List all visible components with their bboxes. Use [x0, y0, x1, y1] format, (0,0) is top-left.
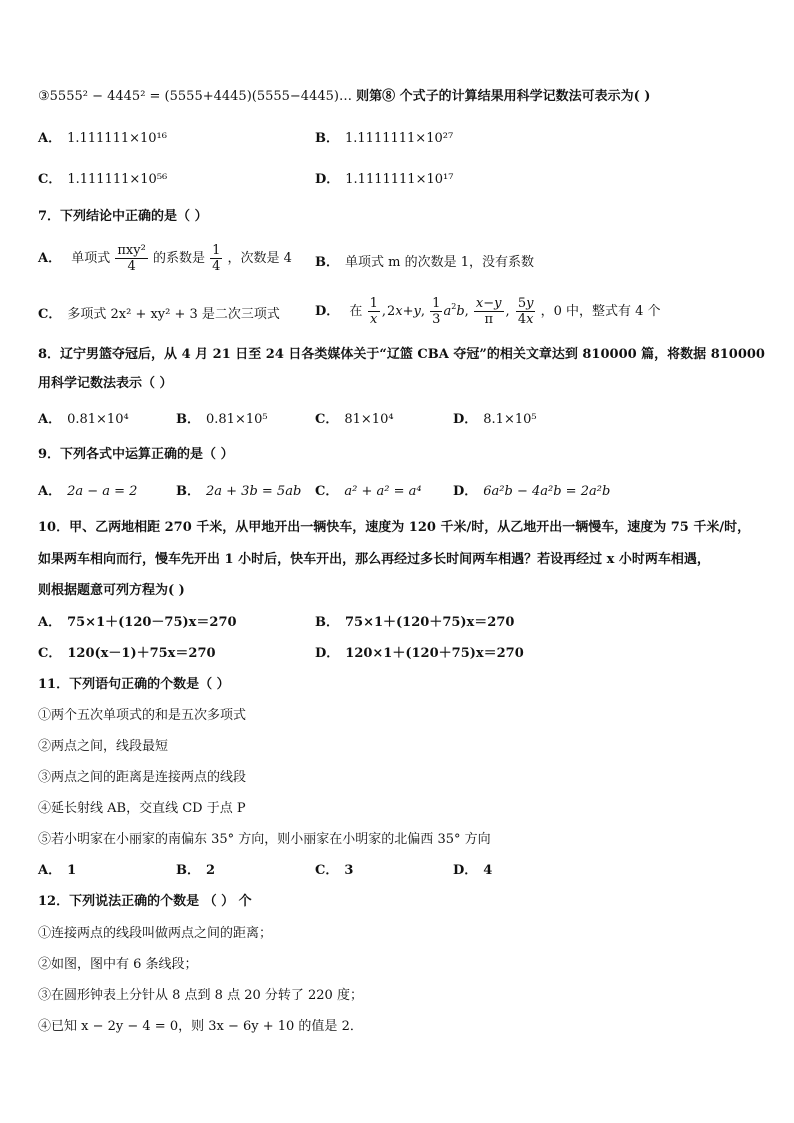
q12-statement: ③在圆形钟表上分针从 8 点到 8 点 20 分转了 220 度；: [38, 988, 363, 1003]
option-text: 120×1＋(120＋75)x＝270: [345, 646, 524, 661]
option-text: 75×1＋(120＋75)x＝270: [345, 615, 515, 630]
fraction-denominator: 4x: [517, 312, 534, 327]
q8-option-c[interactable]: [315, 411, 394, 429]
option-label: D．: [453, 863, 478, 878]
fraction: [210, 243, 222, 274]
fraction-numerator: 5y: [517, 296, 534, 311]
option-label: C．: [315, 863, 339, 878]
option-text: ，次数是 4: [227, 251, 292, 266]
q12-statement: ④已知 x − 2y − 4 = 0，则 3x − 6y + 10 的值是 2．: [38, 1019, 363, 1034]
option-label: D．: [315, 646, 340, 661]
option-text: 0.81×10⁴: [67, 412, 129, 427]
q10-option-a[interactable]: [38, 614, 237, 632]
option-label: D．: [315, 172, 340, 187]
q12-statement: ①连接两点的线段叫做两点之间的距离；: [38, 926, 273, 941]
option-text: 多项式 2x² + xy² + 3 是二次三项式: [67, 307, 280, 322]
fraction: [474, 296, 504, 327]
option-label: B．: [315, 615, 339, 630]
q7-option-c[interactable]: [38, 306, 280, 324]
q6-option-c[interactable]: [38, 171, 167, 189]
option-text: 1.1111111×10²⁷: [345, 131, 454, 146]
q6-stem: [38, 88, 650, 106]
option-text: 6a²b − 4a²b = 2a²b: [483, 484, 611, 499]
q8-stem-line1: 8．辽宁男篮夺冠后，从 4 月 21 日至 24 日各类媒体关于“辽篮 CBA 夺冠”的相关文章达到 810000 篇，将数据 810000: [38, 347, 765, 362]
q8-option-d[interactable]: [453, 411, 537, 429]
option-label: B．: [176, 484, 200, 499]
q9-option-b[interactable]: [176, 483, 301, 501]
q6-stem-expression: ③5555² − 4445² = (5555+4445)(5555−4445)…: [38, 89, 352, 104]
math-term: $a^2b$,: [443, 302, 469, 319]
fraction-numerator: πxy²: [117, 243, 146, 258]
option-text: 1: [67, 863, 77, 878]
option-text: ，0 中，整式有 4 个: [540, 304, 661, 319]
fraction: [115, 243, 147, 274]
option-label: A．: [38, 863, 62, 878]
fraction-denominator: 4: [127, 259, 136, 274]
q10-option-b[interactable]: [315, 614, 514, 632]
option-label: B．: [315, 255, 339, 270]
option-label: D．: [453, 412, 478, 427]
q10-option-d[interactable]: [315, 645, 524, 663]
option-label: D．: [453, 484, 478, 499]
option-label: C．: [38, 307, 62, 322]
q6-stem-question: 则第⑧ 个式子的计算结果用科学记数法可表示为( ): [356, 89, 651, 104]
option-label: D．: [315, 304, 340, 319]
q10-option-c[interactable]: [38, 645, 216, 663]
option-text: 75×1＋(120－75)x＝270: [67, 615, 237, 630]
q10-stem-line1: 10．甲、乙两地相距 270 千米，从甲地开出一辆快车，速度为 120 千米/时，从乙地开出一辆慢车，速度为 75 千米/时，: [38, 520, 751, 535]
option-text: 8.1×10⁵: [483, 412, 537, 427]
option-text: 单项式: [71, 251, 111, 266]
q9-stem: 9．下列各式中运算正确的是（ ）: [38, 447, 234, 462]
q11-statement: ④延长射线 AB，交直线 CD 于点 P: [38, 801, 246, 816]
q9-option-c[interactable]: [315, 483, 422, 501]
q10-stem-line3: 则根据题意可列方程为( ): [38, 583, 185, 598]
option-text: 2: [206, 863, 216, 878]
option-text: a² + a² = a⁴: [344, 484, 422, 499]
option-text: 120(x－1)＋75x＝270: [67, 646, 216, 661]
option-text: 2a − a = 2: [67, 484, 138, 499]
option-text: 在: [349, 304, 363, 319]
option-label: C．: [38, 172, 62, 187]
q11-statement: ①两个五次单项式的和是五次多项式: [38, 708, 247, 723]
option-text: 单项式 m 的次数是 1，没有系数: [345, 255, 534, 270]
math-term: 2x+y,: [387, 304, 426, 319]
option-label: A．: [38, 484, 62, 499]
option-label: C．: [315, 412, 339, 427]
q6-option-d[interactable]: [315, 171, 453, 189]
q11-statement: ③两点之间的距离是连接两点的线段: [38, 770, 247, 785]
fraction-numerator: 1: [369, 296, 378, 311]
q11-option-b[interactable]: [176, 862, 215, 880]
option-label: C．: [315, 484, 339, 499]
fraction: [430, 296, 442, 327]
option-label: A．: [38, 131, 62, 146]
option-text: 1.111111×10¹⁶: [67, 131, 167, 146]
option-text: 81×10⁴: [344, 412, 394, 427]
fraction-denominator: 3: [432, 312, 441, 327]
fraction-numerator: 1: [212, 243, 221, 258]
fraction-denominator: π: [484, 312, 493, 327]
option-text: 1.111111×10⁵⁶: [67, 172, 168, 187]
q11-statement: ②两点之间，线段最短: [38, 739, 169, 754]
q12-statement: ②如图，图中有 6 条线段；: [38, 957, 198, 972]
option-label: A．: [38, 412, 62, 427]
q7-stem: 7．下列结论中正确的是（ ）: [38, 209, 208, 224]
option-text: 1.1111111×10¹⁷: [345, 172, 454, 187]
option-label: A．: [38, 251, 62, 266]
option-text: 3: [344, 863, 354, 878]
option-text: 0.81×10⁵: [206, 412, 268, 427]
option-label: B．: [176, 412, 200, 427]
q9-option-a[interactable]: [38, 483, 137, 501]
option-label: B．: [315, 131, 339, 146]
q9-option-d[interactable]: [453, 483, 610, 501]
q6-option-b[interactable]: [315, 130, 453, 148]
fraction: [516, 296, 536, 327]
q11-option-a[interactable]: [38, 862, 76, 880]
q7-option-d[interactable]: D． 在 $\frac{1}{x}$ ,2x+y, $\frac{1}{3}$ $a^2b$, $\frac{x-y}{\pi}$ , $\frac{5y}{4x}$ ，0 中，整式有 4 个: [315, 296, 661, 327]
option-text: 的系数是: [152, 251, 205, 266]
option-text: 2a + 3b = 5ab: [206, 484, 302, 499]
q11-stem: 11．下列语句正确的个数是（ ）: [38, 677, 230, 692]
q8-stem-line2: 用科学记数法表示（ ）: [38, 376, 173, 391]
q6-option-a[interactable]: [38, 130, 167, 148]
fraction-denominator: x: [370, 312, 378, 327]
q11-option-c[interactable]: [315, 862, 353, 880]
q8-option-b[interactable]: [176, 411, 268, 429]
q7-option-a[interactable]: [38, 243, 292, 274]
fraction-numerator: x−y: [475, 296, 502, 311]
option-label: A．: [38, 615, 62, 630]
option-label: C．: [38, 646, 62, 661]
q10-stem-line2: 如果两车相向而行，慢车先开出 1 小时后，快车开出，那么再经过多长时间两车相遇？若设再经过 x 小时两车相遇，: [38, 552, 710, 567]
fraction-numerator: 1: [432, 296, 441, 311]
option-label: B．: [176, 863, 200, 878]
q11-statement: ⑤若小明家在小丽家的南偏东 35° 方向，则小丽家在小明家的北偏西 35° 方向: [38, 832, 491, 847]
fraction-denominator: 4: [212, 259, 221, 274]
option-text: 4: [483, 863, 493, 878]
q7-option-b[interactable]: [315, 254, 534, 272]
q12-stem: 12．下列说法正确的个数是 （ ） 个: [38, 894, 252, 909]
q8-option-a[interactable]: [38, 411, 129, 429]
fraction: [368, 296, 380, 327]
q11-option-d[interactable]: [453, 862, 492, 880]
